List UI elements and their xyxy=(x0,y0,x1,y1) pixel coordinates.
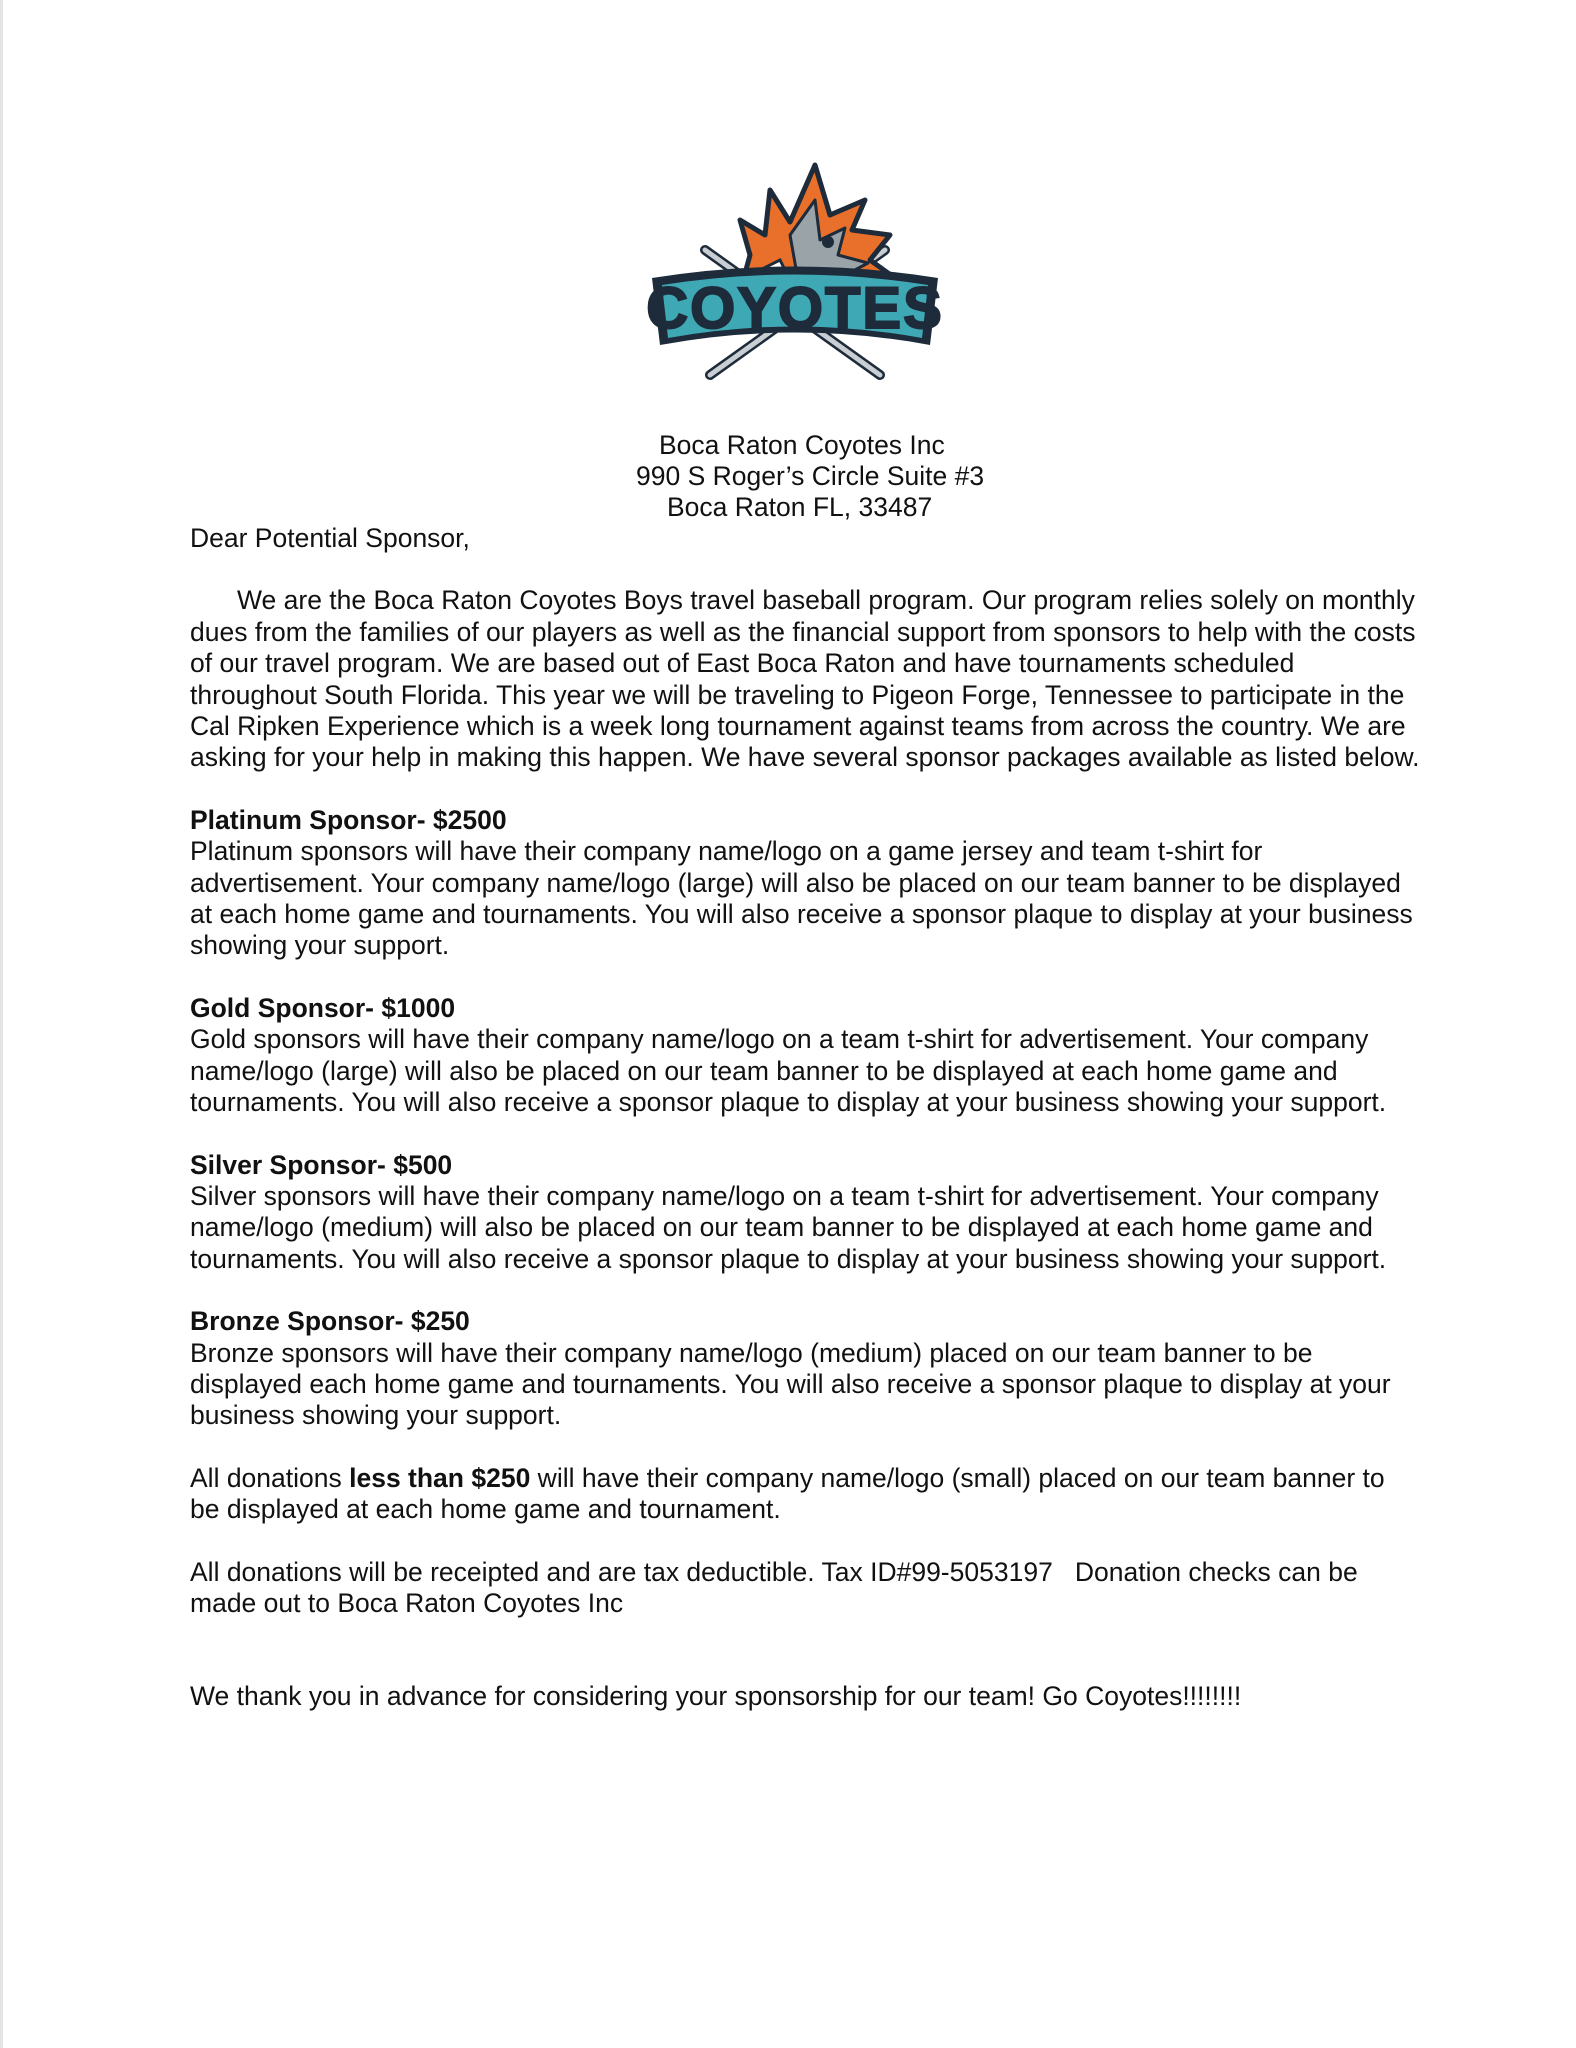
tier-silver xyxy=(190,1150,1420,1276)
address-line-street: 990 S Roger’s Circle Suite #3 xyxy=(636,461,985,491)
tier-platinum xyxy=(190,805,1420,962)
tier-title: Silver Sponsor- $500 xyxy=(190,1149,453,1180)
small-donation-threshold: less than $250 xyxy=(349,1462,531,1493)
tier-description: Gold sponsors will have their company name/logo on a team t-shirt for advertisement. Your company name/logo (large) will also be placed on our team banner to be displayed at each home game and tournaments. You will also receive a sponsor plaque to display at your business showing your support. xyxy=(190,1024,1387,1118)
salutation: Dear Potential Sponsor, xyxy=(190,523,470,553)
tax-deductible-note: All donations will be receipted and are tax deductible. Tax ID#99-5053197 Donation checks can be made out to Boca Raton Coyotes Inc xyxy=(190,1556,1366,1618)
letter-body xyxy=(190,523,1420,1713)
small-donation-prefix: All donations xyxy=(190,1462,350,1493)
address-line-city: Boca Raton FL, 33487 xyxy=(667,492,933,522)
coyote-mascot-icon xyxy=(640,160,950,390)
small-donation-suffix: will have their company name/logo (small) placed on our team banner to be displayed at each home game and tournament. xyxy=(190,1462,1385,1525)
tier-description: Silver sponsors will have their company name/logo on a team t-shirt for advertisement. Your company name/logo (medium) will also be placed on our team banner to be displayed at each home game and tournaments. You will also receive a sponsor plaque to display at your business showing your support. xyxy=(190,1180,1387,1274)
tier-title: Bronze Sponsor- $250 xyxy=(190,1306,470,1337)
tier-gold xyxy=(190,993,1420,1119)
closing-line: We thank you in advance for considering your sponsorship for our team! Go Coyotes!!!!!!!! xyxy=(190,1681,1242,1712)
address-line-org: Boca Raton Coyotes Inc xyxy=(659,430,945,460)
small-donation-note xyxy=(190,1463,1420,1526)
tier-title: Platinum Sponsor- $2500 xyxy=(190,804,507,835)
tier-description: Platinum sponsors will have their company name/logo on a game jersey and team t-shirt for advertisement. Your company name/logo (large) will also be placed on our team banner to be displayed at each home game and tournaments. You will also receive a sponsor plaque to display at your business showing your support. xyxy=(190,836,1413,961)
tier-description: Bronze sponsors will have their company name/logo (medium) placed on our team banner to be displayed each home game and tournaments. You will also receive a sponsor plaque to display at your business showing your support. xyxy=(190,1337,1391,1431)
svg-text:COYOTES: COYOTES xyxy=(646,276,944,341)
tier-title: Gold Sponsor- $1000 xyxy=(190,992,456,1023)
page-edge xyxy=(0,0,3,2048)
intro-paragraph: We are the Boca Raton Coyotes Boys travel baseball program. Our program relies solely on monthly dues from the families of our players as well as the financial support from sponsors to help with the costs of our travel program. We are based out of East Boca Raton and have tournaments scheduled throughout South Florida. This year we will be traveling to Pigeon Forge, Tennessee to participate in the Cal Ripken Experience which is a week long tournament against teams from across the country. We are asking for your help in making this happen. We have several sponsor packages available as listed below. xyxy=(190,585,1420,773)
coyotes-logo xyxy=(640,160,950,390)
tier-bronze xyxy=(190,1306,1420,1432)
